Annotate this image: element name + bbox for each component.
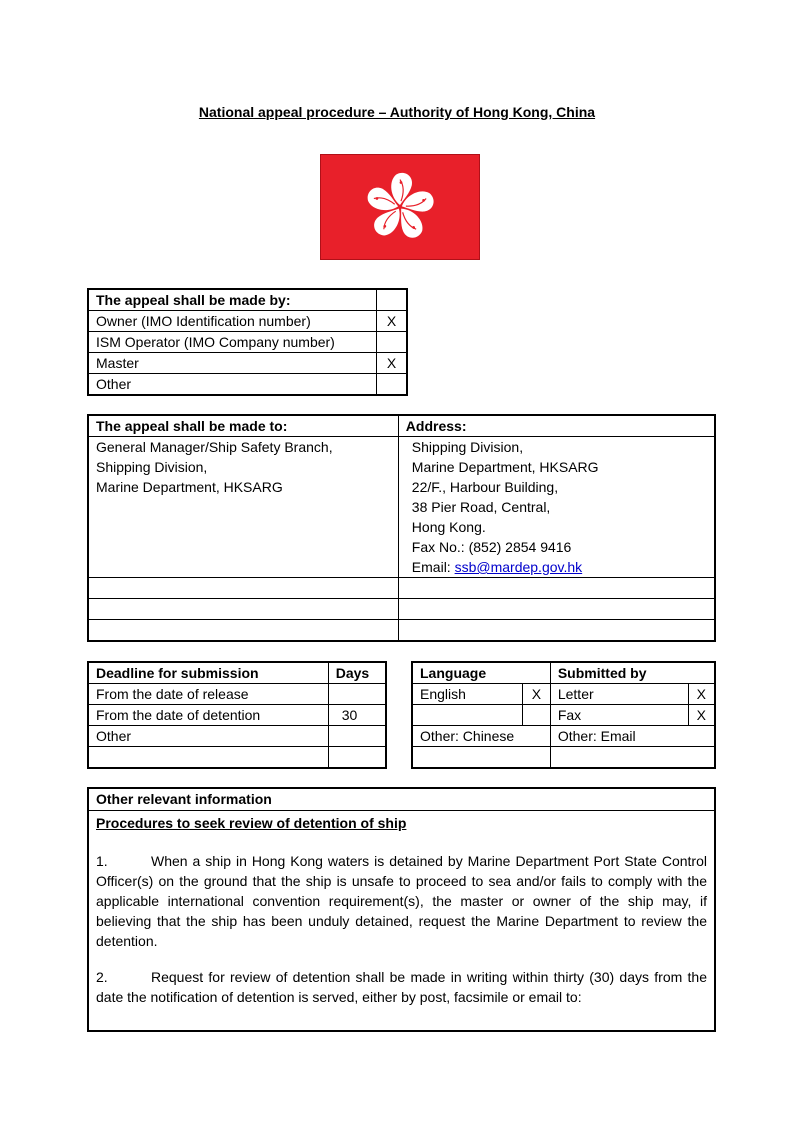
- email-link[interactable]: ssb@mardep.gov.hk: [454, 559, 583, 575]
- paragraph-text: Request for review of detention shall be made in writing within thirty (30) days from the date the notification of detention is served, either by post, facsimile or email to:: [96, 969, 707, 1005]
- paragraph-text: When a ship in Hong Kong waters is detained by Marine Department Port State Control Officer(s) on the ground that the ship is unsafe to proceed to sea and/or fails to comply with the applicable international convention requirement(s), the master or owner of the ship may, if believing that the ship has been unduly detained, request the Marine Department to review the detention.: [96, 853, 707, 949]
- other-info-header: Other relevant information: [89, 789, 714, 811]
- submitted-mark: X: [688, 705, 715, 726]
- deadline-label: Other: [88, 726, 328, 747]
- table-row: [88, 705, 386, 726]
- language-mark: [523, 705, 551, 726]
- empty-cell: [398, 578, 715, 599]
- language-label: [412, 705, 523, 726]
- address-block: [398, 437, 715, 578]
- deadline-days: [328, 747, 386, 769]
- table-row: [88, 620, 715, 642]
- table-row: [88, 684, 386, 705]
- recipient-line: Shipping Division,: [96, 459, 208, 475]
- address-line: Marine Department, HKSARG: [411, 459, 599, 475]
- empty-cell: [88, 599, 398, 620]
- table-row: [412, 747, 715, 769]
- language-table: [411, 661, 716, 769]
- table-row: [88, 599, 715, 620]
- empty-cell: [398, 599, 715, 620]
- other-info-box: [87, 787, 716, 1032]
- address-header: Address:: [398, 415, 715, 437]
- appeal-by-label: ISM Operator (IMO Company number): [88, 332, 377, 353]
- deadline-label: From the date of detention: [88, 705, 328, 726]
- address-line: Fax No.: (852) 2854 9416: [411, 539, 572, 555]
- table-row: [412, 684, 715, 705]
- language-header: Language: [412, 662, 550, 684]
- language-label: [412, 747, 550, 769]
- table-row: [412, 705, 715, 726]
- paragraph: [96, 851, 707, 951]
- appeal-to-header: The appeal shall be made to:: [88, 415, 398, 437]
- recipient-line: General Manager/Ship Safety Branch,: [96, 439, 333, 455]
- table-row: [88, 311, 407, 332]
- deadline-days: [328, 684, 386, 705]
- appeal-by-table: [87, 288, 408, 396]
- procedures-subheader: Procedures to seek review of detention of ship: [96, 815, 407, 831]
- deadline-days: [328, 726, 386, 747]
- appeal-by-mark: [377, 374, 407, 396]
- address-line: Hong Kong.: [411, 519, 486, 535]
- language-mark: X: [523, 684, 551, 705]
- appeal-by-header: The appeal shall be made by:: [88, 289, 377, 311]
- submitted-label: Letter: [550, 684, 688, 705]
- page-title: National appeal procedure – Authority of Hong Kong, China: [198, 104, 596, 120]
- table-row: [88, 332, 407, 353]
- table-row: [412, 726, 715, 747]
- language-label: Other: Chinese: [412, 726, 550, 747]
- address-line: 22/F., Harbour Building,: [411, 479, 559, 495]
- submitted-label: Other: Email: [550, 726, 715, 747]
- deadline-label: From the date of release: [88, 684, 328, 705]
- appeal-by-mark: X: [377, 353, 407, 374]
- language-label: English: [412, 684, 523, 705]
- recipient-line: Marine Department, HKSARG: [96, 479, 283, 495]
- deadline-table: [87, 661, 387, 769]
- empty-cell: [88, 578, 398, 599]
- submitted-by-header: Submitted by: [550, 662, 715, 684]
- paragraph-number: 1.: [96, 853, 108, 869]
- submitted-label: Fax: [550, 705, 688, 726]
- appeal-by-mark: X: [377, 311, 407, 332]
- paragraph-number: 2.: [96, 969, 108, 985]
- appeal-by-label: Other: [88, 374, 377, 396]
- deadline-label: [88, 747, 328, 769]
- appeal-by-label: Master: [88, 353, 377, 374]
- appeal-by-mark: [377, 332, 407, 353]
- empty-cell: [398, 620, 715, 642]
- submitted-label: [550, 747, 715, 769]
- table-row: [88, 747, 386, 769]
- table-row: [88, 578, 715, 599]
- table-row: [88, 374, 407, 396]
- submitted-mark: X: [688, 684, 715, 705]
- email-line: [412, 557, 707, 577]
- table-row: [88, 726, 386, 747]
- hong-kong-flag: [320, 154, 480, 260]
- bauhinia-flower-icon: [321, 155, 479, 259]
- address-line: 38 Pier Road, Central,: [411, 499, 551, 515]
- deadline-days: 30: [328, 705, 386, 726]
- table-row: [88, 353, 407, 374]
- appeal-to-recipient: [88, 437, 398, 578]
- days-header: Days: [328, 662, 386, 684]
- appeal-by-label: Owner (IMO Identification number): [88, 311, 377, 332]
- paragraph: [96, 967, 707, 1007]
- address-line: Shipping Division,: [411, 439, 524, 455]
- email-label: Email:: [411, 559, 455, 575]
- deadline-header: Deadline for submission: [88, 662, 328, 684]
- empty-cell: [88, 620, 398, 642]
- appeal-by-header-mark: [377, 289, 407, 311]
- appeal-to-table: [87, 414, 716, 642]
